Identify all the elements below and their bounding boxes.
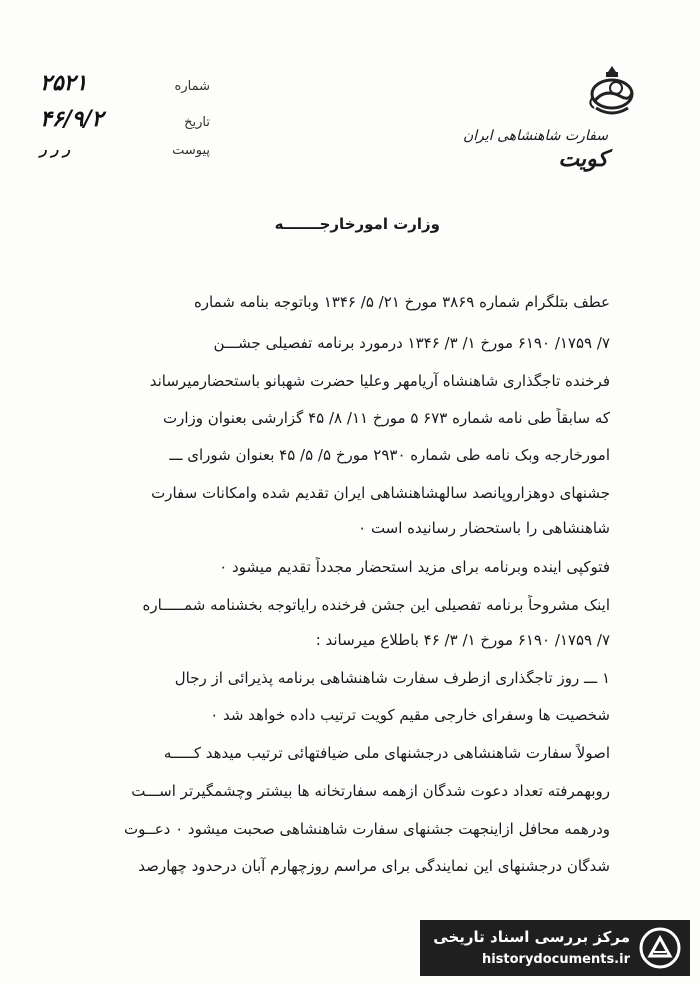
body-line: امورخارجه وبک نامه طی شماره ۲۹۳۰ مورخ ۵/ ۵/ ۴۵ بعنوان شورای ـــ [169, 446, 610, 464]
number-row [40, 70, 210, 106]
lion-and-sun-emblem-icon [582, 62, 642, 122]
attachment-label: پیوست [172, 143, 210, 158]
number-label: شماره [174, 79, 210, 94]
body-line: ودرهمه محافل ازاینجهت جشنهای سفارت شاهنشاهی صحبت میشود ۰ دعــوت [124, 820, 610, 838]
body-line: ۱ ـــ روز تاجگذاری ازطرف سفارت شاهنشاهی برنامه پذیرائی از رجال [174, 669, 610, 687]
attachment-value: ر ر ر [40, 142, 71, 158]
body-line: شخصیت ها وسفرای خارجی مقیم کویت ترتیب داده خواهد شد ۰ [210, 706, 610, 724]
letter-meta [40, 70, 210, 178]
archive-name: مرکز بررسی اسناد تاریخی [433, 928, 630, 946]
body-line: فرخنده تاجگذاری شاهنشاه آریامهر وعلیا حضرت شهبانو باستحضارمیرساند [149, 372, 610, 390]
embassy-name: سفارت شاهنشاهی ایران [462, 128, 608, 144]
body-line: جشنهای دوهزاروپانصد سالهشاهنشاهی ایران تقدیم شده وامکانات سفارت [151, 484, 610, 502]
embassy-city: کویت [558, 146, 608, 172]
body-line: اصولاً سفارت شاهنشاهی درجشنهای ملی ضیافتهائی ترتیب میدهد کـــــه [163, 744, 610, 762]
body-line: شدگان درجشنهای این نمایندگی برای مراسم روزچهارم آبان درحدود چهارصد [138, 857, 610, 875]
addressee: وزارت امورخارجـــــــه [274, 215, 440, 233]
body-line: عطف بتلگرام شماره ۳۸۶۹ مورخ ۲۱/ ۵/ ۱۳۴۶ وباتوجه بنامه شماره [193, 293, 610, 311]
date-value: ۴۶/۹/۲ [40, 106, 104, 132]
body-line: شاهنشاهی را باستحضار رسانیده است ۰ [358, 519, 610, 537]
body-line: اینک مشروحاً برنامه تفصیلی این جشن فرخنده رایاتوجه بخشنامه شمـــــاره [142, 596, 610, 614]
date-row [40, 106, 210, 142]
date-label: تاریخ [184, 115, 210, 130]
body-line: فتوکپی اینده وبرنامه برای مزید استحضار مجدداً تقدیم میشود ۰ [219, 558, 610, 576]
body-line: که سابقاً طی نامه شماره ۶۷۳ ۵ مورخ ۱۱/ ۸/ ۴۵ گزارشی بعنوان وزارت [163, 409, 610, 427]
body-line: ۷/ ۱۷۵۹/ ۶۱۹۰ مورخ ۱/ ۳/ ۱۳۴۶ درمورد برنامه تفصیلی جشـــن [213, 334, 610, 352]
number-value: ۲۵۲۱ [40, 70, 88, 96]
archive-logo-icon [638, 926, 682, 970]
embassy-letterhead [463, 128, 608, 172]
body-line: روبهمرفته تعداد دعوت شدگان ازهمه سفارتخانه ها بیشتر وچشمگیرتر اســـت [131, 782, 610, 800]
body-line: ۷/ ۱۷۵۹/ ۶۱۹۰ مورخ ۱/ ۳/ ۴۶ باطلاع میرساند : [315, 631, 610, 649]
attachment-row [40, 142, 210, 178]
archive-url: historydocuments.ir [481, 952, 630, 967]
archive-watermark [420, 920, 690, 976]
